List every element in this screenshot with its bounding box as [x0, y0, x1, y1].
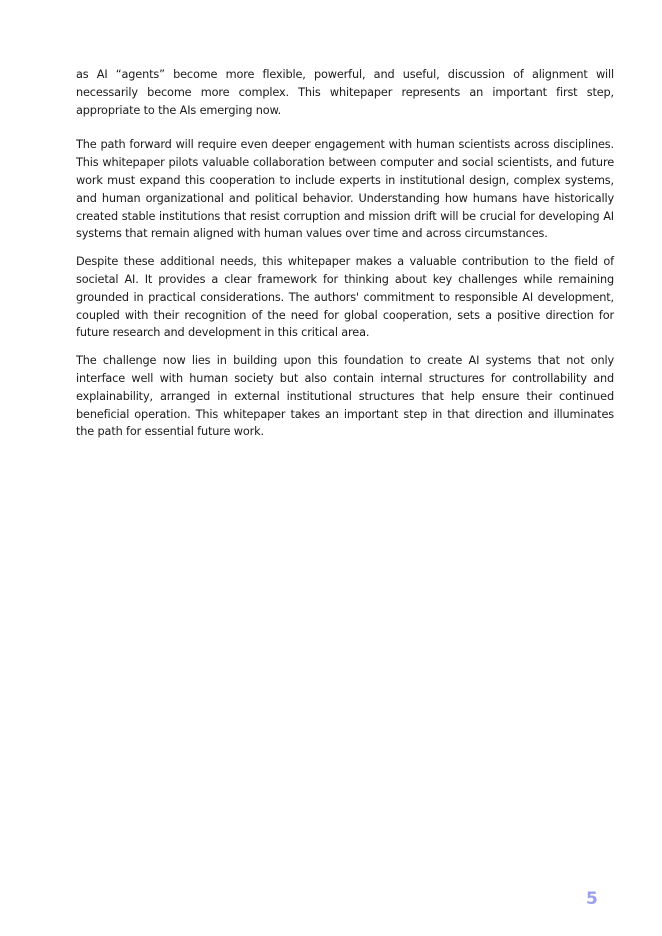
paragraph-4: The challenge now lies in building upon this foundation to create AI systems that not only interface well with human society but also contain internal structures for controllability and explainability, arranged in external institutional structures that help ensure their continued beneficial operation. This whitepaper takes an important step in that direction and illuminates the path for essential future work.: [76, 354, 614, 439]
paragraph-3: Despite these additional needs, this whitepaper makes a valuable contribution to the field of societal AI. It provides a clear framework for thinking about key challenges while remaining grounded in practical considerations. The authors' commitment to responsible AI development, coupled with their recognition of the need for global cooperation, sets a positive direction for future research and development in this critical area.: [76, 255, 614, 340]
body-text: [76, 66, 614, 451]
page-number: 5: [586, 889, 598, 909]
paragraph-1: as AI “agents” become more flexible, powerful, and useful, discussion of alignment will necessarily become more complex. This whitepaper represents an important first step, appropriate to the AIs emerging now.: [76, 68, 614, 117]
paragraph-2: The path forward will require even deeper engagement with human scientists across disciplines. This whitepaper pilots valuable collaboration between computer and social scientists, and future work must expand this cooperation to include experts in institutional design, complex systems, and human organizational and political behavior. Understanding how humans have historically created stable institutions that resist corruption and mission drift will be crucial for developing AI systems that remain aligned with human values over time and across circumstances.: [76, 138, 614, 241]
